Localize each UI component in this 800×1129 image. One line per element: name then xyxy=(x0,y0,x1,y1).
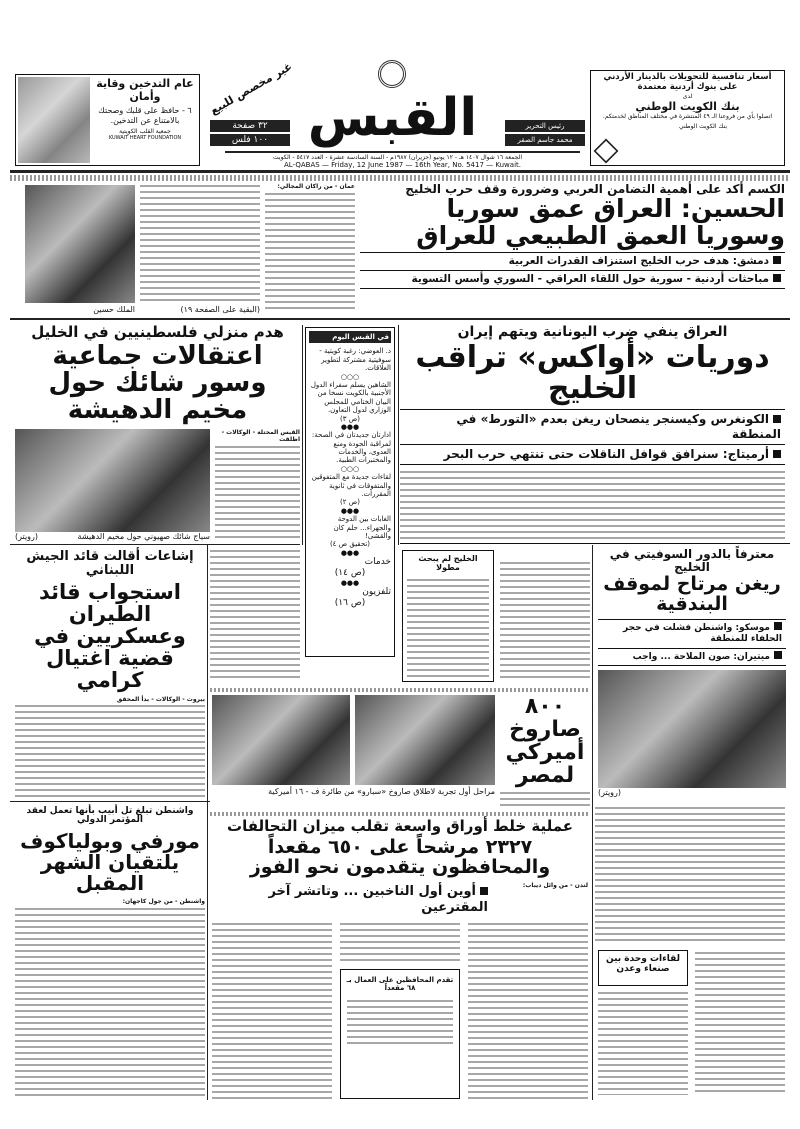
today-box: في القبس اليوم د. العوضي: رغبة كويتية - سوفيتية مشتركة لتطوير العلاقات. ○○○ الشاهين يسلم سفراء الدول الأجنبية بالكويت نسخا من البيان الختامي للمجلس الوزاري لدول التعاون. (ص ٣) ●●● ادارتان جديدتان في الصحة: لمراقبة الجودة ومنع العدوى، والخدمات والمختبرات الطبية. ○○○ لقاءات جديدة مع المتفوقين والمتفوقات في ثانوية المقررات. (ص ٢) ●●● الغابات بين الدوحة والجهراء... حلم كان والقشى! (تحقيق ص ٤) ●●● خدمات (ص ١٤) ●●● تلفزيون (ص ١٦) xyxy=(305,327,395,657)
story-lebanon xyxy=(15,550,205,798)
editor-name: محمد جاسم الصقر xyxy=(505,134,585,146)
not-for-sale: غير مخصص للبيع xyxy=(207,59,295,118)
hebron-headline: اعتقالات جماعية وسور شائك حول مخيم الدهيشة xyxy=(48,340,267,426)
hebron-body xyxy=(215,444,300,542)
uk-kicker: عملية خلط أوراق واسعة تقلب ميزان التحالفات xyxy=(227,817,573,835)
ad-title: عام التدخين وقاية وأمان xyxy=(96,77,194,103)
hussein-sub-2: مباحثات أردنية - سورية حول اللقاء العراقي - السوري وأسس التسوية xyxy=(360,270,785,289)
reagan-kicker: معترفاً بالدور السوفيتي في الخليج xyxy=(609,547,775,574)
editor-label: رئيس التحرير xyxy=(505,120,585,132)
ad-smoking xyxy=(15,74,200,166)
story-murphy xyxy=(15,807,205,1099)
uk-dateline: لندن - من وائل ديباب: xyxy=(522,881,588,889)
pages-count: ٣٢ صفحة xyxy=(210,120,290,132)
missiles-body xyxy=(500,790,590,809)
dateline-english: AL-QABAS — Friday, 12 June 1987 — 16th Year, No. 5417 — Kuwait. xyxy=(284,161,521,169)
uk-box-title: تقدم المحافظين على العمال بـ ٦٨ مقعداً xyxy=(346,976,454,993)
reagan-body-2 xyxy=(595,805,785,945)
murphy-kicker: واشنطن تبلغ تل أبيب بأنها تعمل لعقد المؤتمر الدولي xyxy=(26,806,194,826)
reagan-body xyxy=(500,560,590,682)
missile-photo-1 xyxy=(212,695,350,785)
ad-bank xyxy=(590,70,785,166)
hebron-photo-caption: سياج شائك صهيوني حول مخيم الدهيشة xyxy=(77,532,210,542)
lebanon-kicker: إشاعات أقالت قائد الجيش اللبناني xyxy=(26,549,194,578)
murphy-body xyxy=(15,906,205,1099)
story-reagan xyxy=(598,548,786,798)
hussein-dateline: عمان - من راكان المجالي: xyxy=(277,183,355,190)
ad-bank-name: بنك الكويت الوطني xyxy=(635,99,740,113)
ad-bank-line4: اتصلوا بأي من فروعنا الـ ٤٩ المنتشرة في مختلف المناطق لخدمتكم. xyxy=(602,112,773,120)
hussein-kicker: الكسم أكد على أهمية التضامن العربي وضرورة وقف حرب الخليج xyxy=(405,182,785,196)
today-item[interactable]: ادارتان جديدتان في الصحة: لمراقبة الجودة ومنع العدوى، والخدمات والمختبرات الطبية. xyxy=(311,431,391,465)
story-awacs xyxy=(400,325,785,540)
hebron-kicker: هدم منزلي فلسطينيين في الخليل xyxy=(31,323,284,341)
story-hussein xyxy=(360,182,785,316)
uk-headline: ٢٣٢٧ مرشحاً على ٦٥٠ مقعداً والمحافظون يتقدمون نحو الفوز xyxy=(249,835,551,878)
ad-image xyxy=(18,77,90,163)
today-title: في القبس اليوم xyxy=(309,331,391,343)
reagan-sub-1: موسكو: واشنطن فشلت في حجر الحلفاء للمنطقة xyxy=(598,619,786,648)
lebanon-headline: استجواب قائد الطيران وعسكريين في قضية اغتيال كرامي xyxy=(34,580,186,693)
awacs-body xyxy=(400,469,785,540)
reagan-photo xyxy=(598,670,786,789)
ad-bank-line3: لدى xyxy=(682,92,693,100)
ad-bank-line2: على بنوك أردنية معتمدة xyxy=(637,81,738,92)
awacs-sub-2: أرميتاج: سنرافق قوافل الناقلات حتى تنتهي حرب البحر xyxy=(400,444,785,465)
uk-sub: أوين أول الناخبين ... وتاتشر آخر المقترعين xyxy=(268,883,488,915)
today-item[interactable]: لقاءات جديدة مع المتفوقين والمتفوقات في ثانوية المقررات. (ص ٢) xyxy=(311,473,391,507)
hussein-headline: الحسين: العراق عمق سوريا وسوريا العمق الطبيعي للعراق xyxy=(416,194,785,250)
ad-org-en: KUWAIT HEART FOUNDATION xyxy=(108,135,182,142)
hebron-dateline: القبس المحتلة - الوكالات - اطلقت xyxy=(221,428,300,444)
bank-logo-icon xyxy=(594,139,619,164)
missile-photo-caption: مراحل أول تجربة لاطلاق صاروخ «سبارو» من طائرة ف - ١٦ أميركية xyxy=(268,787,495,796)
gulf-box xyxy=(402,550,494,682)
missiles-headline: ٨٠٠ صاروخ أميركي لمصر xyxy=(505,694,585,789)
awacs-kicker: العراق ينفي ضرب اليونانية ويتهم إيران xyxy=(457,324,728,340)
reagan-photo-credit: (رويتر) xyxy=(598,788,622,798)
uk-body xyxy=(468,921,588,1099)
story-missiles xyxy=(500,695,590,809)
today-item[interactable]: خدمات (ص ١٤) xyxy=(334,557,391,578)
reagan-headline: ريغن مرتاح لموقف البندقية xyxy=(603,573,781,616)
lebanon-dateline: بيروت - الوكالات - بدأ المحقق xyxy=(116,695,205,703)
dateline-arabic: الجمعة ١٦ شوال ١٤٠٧ هـ - ١٢ يونيو (حزيران) ١٩٨٧م - السنة السادسة عشرة - العدد ٥٤١٧ - الكويت xyxy=(273,154,522,161)
ad-body: ٦ - حافظ على قلبك وصحتك بالامتناع عن التدخين. xyxy=(98,106,192,125)
missile-photo-2 xyxy=(355,695,495,785)
today-item[interactable]: د. العوضي: رغبة كويتية - سوفيتية مشتركة لتطوير العلاقات. xyxy=(319,347,391,373)
today-item[interactable]: الشاهين يسلم سفراء الدول الأجنبية بالكويت نسخا من البيان الختامي للمجلس الوزاري لدول التعاون. (ص ٣) xyxy=(310,380,391,423)
awacs-sub-1: الكونغرس وكيسنجر ينصحان ريغن بعدم «التورط» في المنطقة xyxy=(400,409,785,444)
reagan-sub-2: ميتيران: صون الملاحة ... واجب xyxy=(598,648,786,666)
unity-body xyxy=(598,990,688,1095)
unity-headline: لقاءات وحدة بين صنعاء وعدن xyxy=(598,950,688,986)
price: ١٠٠ فلس xyxy=(210,134,290,146)
lebanon-body xyxy=(15,703,205,798)
gulf-box-title: الخليج لم يبحث مطولا xyxy=(418,554,478,572)
murphy-headline: مورفي وبولياكوف يلتقيان الشهر المقبل xyxy=(20,828,200,895)
hussein-body-col1 xyxy=(265,191,355,311)
price-box xyxy=(210,120,290,146)
logo-emblem-icon xyxy=(378,60,406,88)
ad-bank-footer: بنك الكويت الوطني xyxy=(678,122,727,130)
hussein-continued: (البقية على الصفحة ١٩) xyxy=(180,305,260,314)
hebron-body-2 xyxy=(210,548,300,678)
uk-box xyxy=(340,969,460,1099)
hussein-body-col2 xyxy=(140,183,260,301)
hebron-photo xyxy=(15,429,210,533)
awacs-headline: دوريات «أواكس» تراقب الخليج xyxy=(415,339,770,407)
hussein-col1 xyxy=(265,183,355,311)
editor-box xyxy=(505,120,585,146)
ad-bank-line1: أسعار تنافسية للتحويلات بالدينار الأردني xyxy=(603,72,772,82)
king-hussein-caption: الملك حسين xyxy=(93,305,135,314)
murphy-dateline: واشنطن - من جول كاجهان: xyxy=(122,897,205,905)
today-item[interactable]: الغابات بين الدوحة والجهراء... حلم كان والقشى! (تحقيق ص ٤) xyxy=(329,515,391,549)
hebron-photo-credit: (رويتر) xyxy=(15,532,39,542)
ad-org: جمعية القلب الكويتية xyxy=(119,128,171,136)
today-item[interactable]: تلفزيون (ص ١٦) xyxy=(334,587,391,608)
hussein-sub-1: دمشق: هدف حرب الخليج استنزاف القدرات العربية xyxy=(360,252,785,270)
story-hebron xyxy=(15,325,300,542)
king-hussein-photo xyxy=(25,185,135,303)
logo: القبس xyxy=(307,88,478,148)
story-uk xyxy=(212,819,588,1099)
